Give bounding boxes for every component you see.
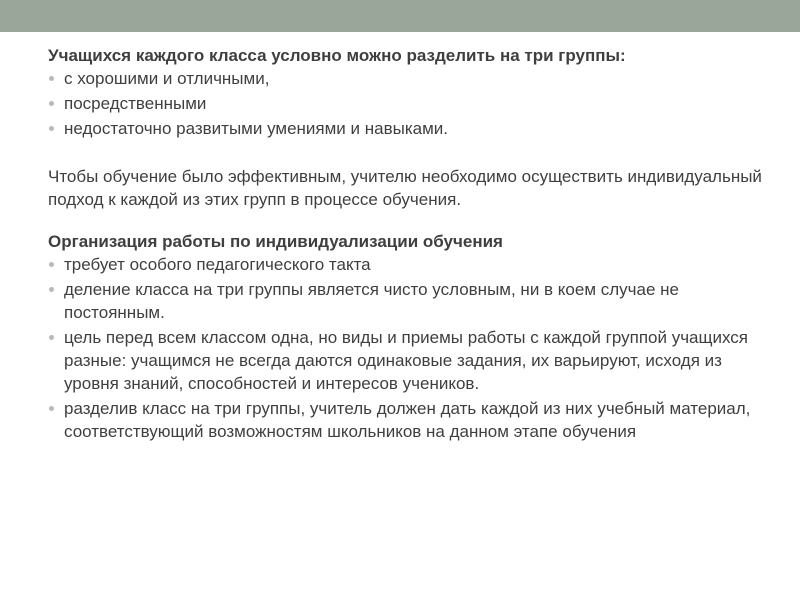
bullet-icon [49, 287, 54, 292]
list-item-text: требует особого педагогического такта [64, 255, 371, 274]
bullet-icon [49, 335, 54, 340]
section-2-heading: Организация работы по индивидуализации обучения [48, 232, 503, 251]
section-1-heading: Учащихся каждого класса условно можно разделить на три группы: [48, 46, 626, 65]
slide-header-bar [0, 0, 800, 32]
spacer [48, 142, 768, 165]
section-1-list [48, 67, 768, 140]
list-item-text: недостаточно развитыми умениями и навыками. [64, 119, 449, 138]
list-item [48, 278, 768, 324]
list-item [48, 117, 768, 140]
body-paragraph: Чтобы обучение было эффективным, учителю необходимо осуществить индивидуальный подход к каждой из этих групп в процессе обучения. [48, 167, 762, 209]
list-item [48, 397, 768, 443]
bullet-icon [49, 126, 54, 131]
list-item-text: посредственными [64, 94, 207, 113]
spacer [48, 211, 768, 230]
bullet-icon [49, 76, 54, 81]
bullet-icon [49, 262, 54, 267]
list-item [48, 326, 768, 395]
list-item [48, 67, 768, 90]
list-item-text: разделив класс на три группы, учитель должен дать каждой из них учебный материал, соответствующий возможностям школьников на данном этапе обучения [64, 399, 751, 441]
bullet-icon [49, 101, 54, 106]
list-item-text: деление класса на три группы является чисто условным, ни в коем случае не постоянным. [64, 280, 679, 322]
list-item [48, 253, 768, 276]
slide-content [48, 44, 768, 445]
list-item [48, 92, 768, 115]
list-item-text: цель перед всем классом одна, но виды и приемы работы с каждой группой учащихся разные: учащимся не всегда даются одинаковые задания, их варьируют, исходя из уровня знаний, способностей и интересов учеников. [64, 328, 749, 393]
list-item-text: с хорошими и отличными, [64, 69, 270, 88]
bullet-icon [49, 406, 54, 411]
section-2-list [48, 253, 768, 443]
